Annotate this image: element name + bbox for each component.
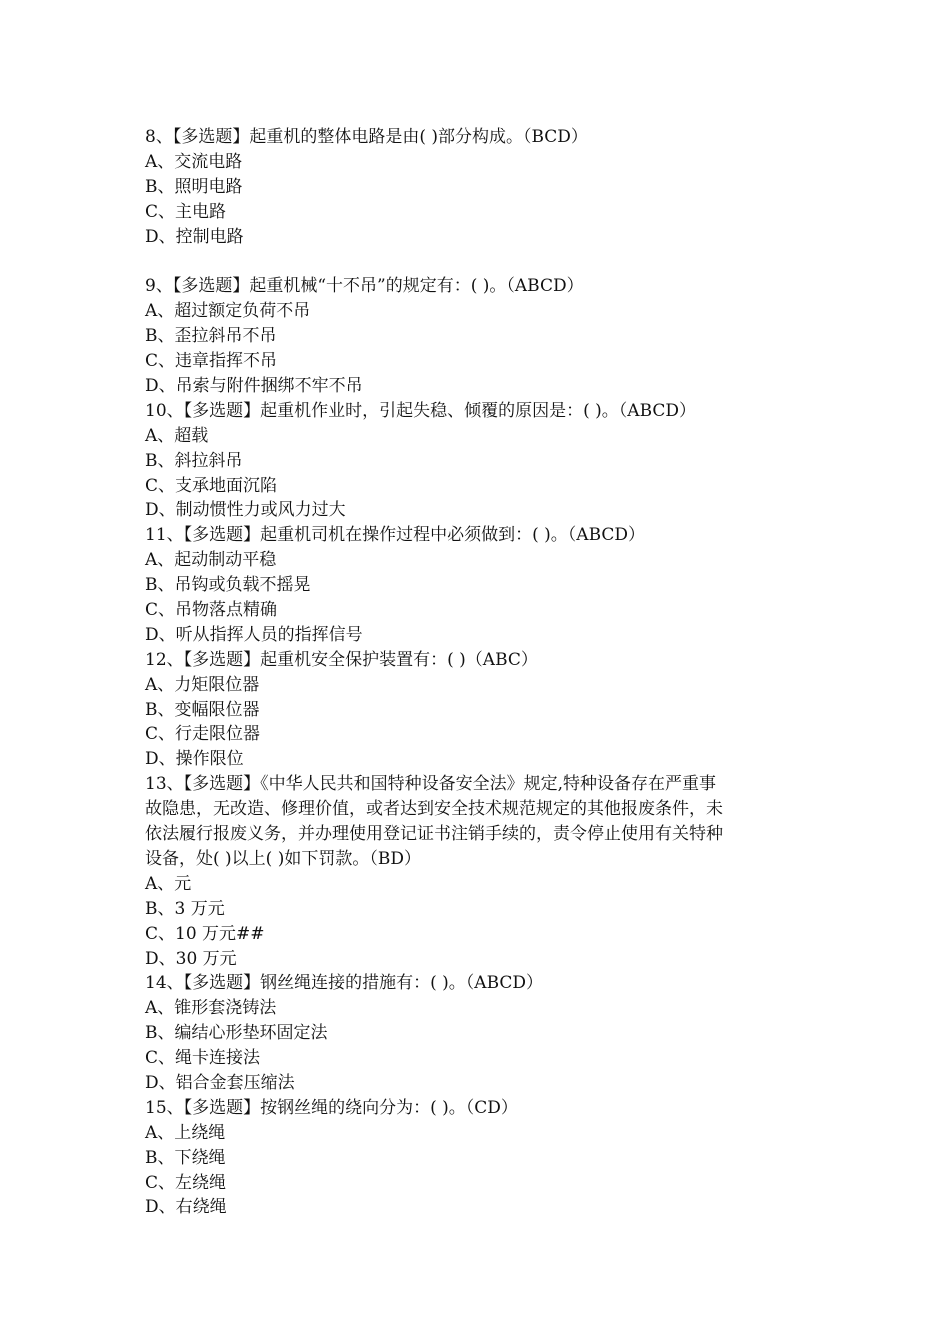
option-c: C、吊物落点精确 <box>145 600 278 621</box>
option-a: A、力矩限位器 <box>145 674 260 695</box>
option-d: D、听从指挥人员的指挥信号 <box>145 624 363 645</box>
question-10 <box>145 399 810 523</box>
question-15 <box>145 1096 810 1220</box>
option-a: A、上绕绳 <box>145 1122 226 1143</box>
question-stem: 10、【多选题】起重机作业时，引起失稳、倾覆的原因是：( )。（ABCD） <box>145 400 697 421</box>
question-stem: 9、【多选题】起重机械“十不吊”的规定有：( )。（ABCD） <box>145 276 584 297</box>
option-a: A、超载 <box>145 425 209 446</box>
option-c: C、违章指挥不吊 <box>145 351 278 372</box>
option-a: A、超过额定负荷不吊 <box>145 301 311 322</box>
option-b: B、歪拉斜吊不吊 <box>145 326 277 347</box>
option-b: B、下绕绳 <box>145 1147 226 1168</box>
question-stem-line-1: 13、【多选题】《中华人民共和国特种设备安全法》规定,特种设备存在严重事 <box>145 774 717 795</box>
question-stem: 8、【多选题】起重机的整体电路是由( )部分构成。（BCD） <box>145 127 588 147</box>
question-stem-line-2: 故隐患，无改造、修理价值，或者达到安全技术规范规定的其他报废条件，未 <box>145 799 723 820</box>
option-d: D、铝合金套压缩法 <box>145 1072 295 1093</box>
question-stem: 12、【多选题】起重机安全保护装置有：( )（ABC） <box>145 649 538 670</box>
option-d: D、吊索与附件捆绑不牢不吊 <box>145 376 363 397</box>
question-8 <box>145 125 810 249</box>
option-c: C、左绕绳 <box>145 1172 227 1193</box>
option-c: C、支承地面沉陷 <box>145 475 278 496</box>
option-b: B、编结心形垫环固定法 <box>145 1023 328 1044</box>
option-d: D、操作限位 <box>145 749 244 770</box>
question-stem: 15、【多选题】按钢丝绳的绕向分为：( )。（CD） <box>145 1097 518 1118</box>
question-12 <box>145 648 810 772</box>
option-c: C、10 万元## <box>145 923 265 944</box>
option-b: B、3 万元 <box>145 898 225 919</box>
option-d: D、30 万元 <box>145 948 237 969</box>
option-a: A、交流电路 <box>145 151 243 172</box>
option-d: D、右绕绳 <box>145 1197 227 1218</box>
option-b: B、吊钩或负载不摇晃 <box>145 575 311 596</box>
option-d: D、制动惯性力或风力过大 <box>145 500 346 521</box>
option-b: B、照明电路 <box>145 176 243 197</box>
option-a: A、锥形套浇铸法 <box>145 998 277 1019</box>
option-a: A、起动制动平稳 <box>145 550 277 571</box>
question-9 <box>145 274 810 398</box>
question-stem-line-4: 设备，处( )以上( )如下罚款。（BD） <box>145 848 421 869</box>
option-b: B、斜拉斜吊 <box>145 450 243 471</box>
question-13 <box>145 772 810 971</box>
question-stem-line-3: 依法履行报废义务，并办理使用登记证书注销手续的，责令停止使用有关特种 <box>145 824 723 845</box>
option-a: A、元 <box>145 873 192 894</box>
option-c: C、行走限位器 <box>145 724 261 745</box>
document-body <box>145 125 810 1220</box>
question-stem: 11、【多选题】起重机司机在操作过程中必须做到：( )。（ABCD） <box>145 525 646 546</box>
question-11 <box>145 523 810 647</box>
option-b: B、变幅限位器 <box>145 699 260 720</box>
question-14 <box>145 971 810 1095</box>
option-c: C、绳卡连接法 <box>145 1048 261 1069</box>
option-d: D、控制电路 <box>145 226 244 247</box>
question-stem: 14、【多选题】钢丝绳连接的措施有：( )。（ABCD） <box>145 973 544 994</box>
option-c: C、主电路 <box>145 201 227 222</box>
